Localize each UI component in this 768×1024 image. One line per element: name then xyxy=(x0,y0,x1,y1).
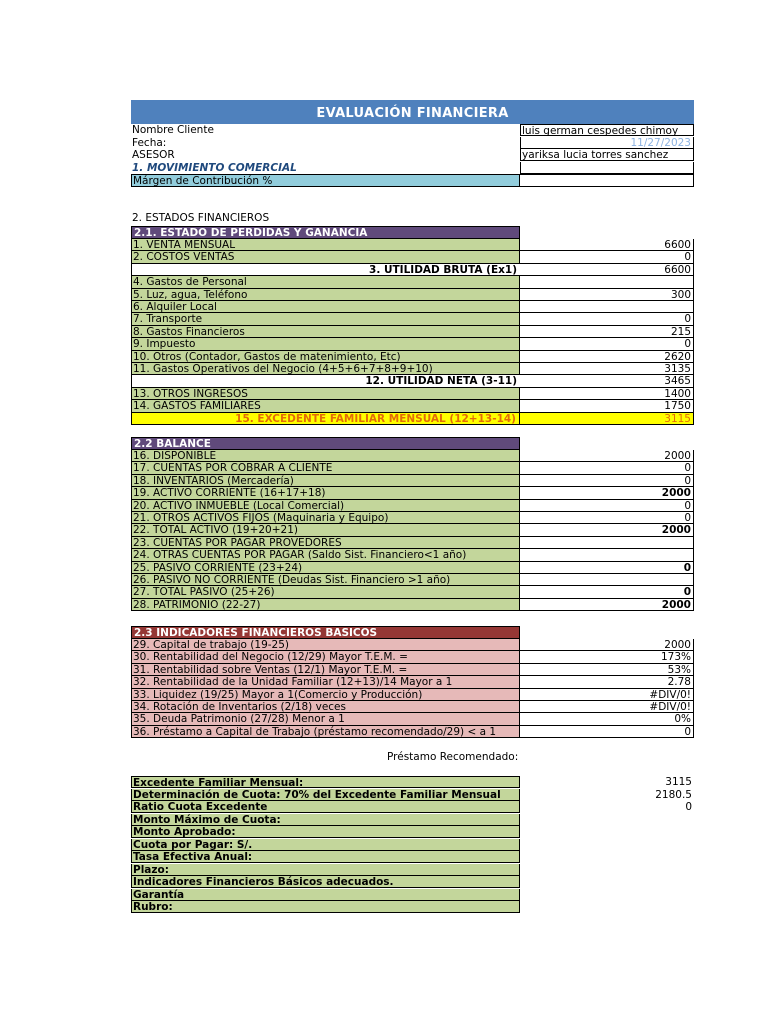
resumen-label: Indicadores Financieros Básicos adecuados. xyxy=(131,876,520,888)
perdidas-ganancias-value[interactable]: 0 xyxy=(520,338,694,350)
balance-label: 22. TOTAL ACTIVO (19+20+21) xyxy=(131,524,520,536)
balance-row xyxy=(131,524,694,536)
resumen-row xyxy=(131,889,694,901)
balance-row xyxy=(131,450,694,462)
resumen-value[interactable] xyxy=(520,864,694,876)
indicador-value[interactable]: 0 xyxy=(520,726,694,738)
perdidas-ganancias-row xyxy=(131,239,694,251)
perdidas-ganancias-row xyxy=(131,313,694,325)
indicador-row xyxy=(131,689,694,701)
advisor-row xyxy=(131,149,694,161)
balance-row xyxy=(131,462,694,474)
indicador-label: 31. Rentabilidad sobre Ventas (12/1) Mayor T.E.M. = xyxy=(131,664,520,676)
resumen-value[interactable]: 0 xyxy=(685,801,692,813)
balance-row xyxy=(131,487,694,499)
perdidas-ganancias-label: 14. GASTOS FAMILIARES xyxy=(131,400,520,412)
perdidas-ganancias-row xyxy=(131,388,694,400)
perdidas-ganancias-row xyxy=(131,301,694,313)
perdidas-ganancias-row xyxy=(131,264,694,276)
perdidas-ganancias-row xyxy=(131,413,694,425)
perdidas-ganancias-row xyxy=(131,276,694,288)
balance-header: 2.2 BALANCE xyxy=(131,437,520,450)
indicador-row xyxy=(131,651,694,663)
perdidas-ganancias-row xyxy=(131,289,694,301)
indicador-label: 36. Préstamo a Capital de Trabajo (préstamo recomendado/29) < a 1 xyxy=(131,726,520,738)
resumen-value[interactable] xyxy=(520,876,694,888)
balance-row xyxy=(131,500,694,512)
perdidas-ganancias-label: 2. COSTOS VENTAS xyxy=(131,251,520,263)
date-label: Fecha: xyxy=(132,136,167,149)
indicador-label: 30. Rentabilidad del Negocio (12/29) Mayor T.E.M. = xyxy=(131,651,520,663)
balance-label: 18. INVENTARIOS (Mercadería) xyxy=(131,475,520,487)
balance-row xyxy=(131,574,694,586)
client-name-value[interactable]: luis german cespedes chimoy xyxy=(520,124,694,136)
margen-contribucion-row xyxy=(131,174,694,187)
perdidas-ganancias-value[interactable]: 6600 xyxy=(520,264,694,276)
indicador-row xyxy=(131,639,694,651)
indicador-value[interactable]: #DIV/0! xyxy=(520,701,694,713)
perdidas-ganancias-value[interactable]: 3115 xyxy=(520,413,694,425)
balance-label: 26. PASIVO NO CORRIENTE (Deudas Sist. Financiero >1 año) xyxy=(131,574,520,586)
balance-value[interactable]: 2000 xyxy=(520,487,694,499)
date-value[interactable]: 11/27/2023 xyxy=(520,137,694,149)
balance-label: 27. TOTAL PASIVO (25+26) xyxy=(131,586,520,598)
sheet-title: EVALUACIÓN FINANCIERA xyxy=(131,100,694,124)
balance-label: 24. OTRAS CUENTAS POR PAGAR (Saldo Sist. Financiero<1 año) xyxy=(131,549,520,561)
resumen-value[interactable]: 3115 xyxy=(665,776,692,788)
perdidas-ganancias-header: 2.1. ESTADO DE PERDIDAS Y GANANCIA xyxy=(131,226,520,239)
resumen-value[interactable] xyxy=(520,901,694,913)
estados-financieros-label: 2. ESTADOS FINANCIEROS xyxy=(132,212,270,224)
balance-value[interactable] xyxy=(520,549,694,561)
resumen-row xyxy=(131,851,694,863)
resumen-label: Determinación de Cuota: 70% del Excedente Familiar Mensual xyxy=(131,789,520,801)
margen-contribucion-label: Márgen de Contribución % xyxy=(131,174,520,187)
resumen-label: Rubro: xyxy=(131,901,520,913)
resumen-value[interactable] xyxy=(520,839,694,851)
indicador-label: 35. Deuda Patrimonio (27/28) Menor a 1 xyxy=(131,713,520,725)
perdidas-ganancias-value[interactable]: 6600 xyxy=(520,239,694,251)
date-row xyxy=(131,137,694,149)
balance-label: 20. ACTIVO INMUEBLE (Local Comercial) xyxy=(131,500,520,512)
balance-value[interactable]: 2000 xyxy=(520,450,694,462)
indicador-label: 34. Rotación de Inventarios (2/18) veces xyxy=(131,701,520,713)
perdidas-ganancias-label: 13. OTROS INGRESOS xyxy=(131,388,520,400)
resumen-label: Monto Aprobado: xyxy=(131,826,520,838)
balance-row xyxy=(131,537,694,549)
balance-value[interactable]: 0 xyxy=(520,500,694,512)
resumen-value[interactable]: 2180.5 xyxy=(655,788,692,801)
balance-label: 28. PATRIMONIO (22-27) xyxy=(131,599,520,611)
indicador-row xyxy=(131,701,694,713)
indicador-label: 33. Liquidez (19/25) Mayor a 1(Comercio y Producción) xyxy=(131,689,520,701)
indicador-label: 32. Rentabilidad de la Unidad Familiar (12+13)/14 Mayor a 1 xyxy=(131,676,520,688)
perdidas-ganancias-label: 4. Gastos de Personal xyxy=(131,276,520,288)
perdidas-ganancias-label: 10. Otros (Contador, Gastos de matenimiento, Etc) xyxy=(131,351,520,363)
balance-row xyxy=(131,562,694,574)
resumen-label: Cuota por Pagar: S/. xyxy=(131,839,520,851)
perdidas-ganancias-value[interactable] xyxy=(520,301,694,313)
perdidas-ganancias-value[interactable]: 3465 xyxy=(520,375,694,387)
indicador-value[interactable]: 0% xyxy=(520,713,694,725)
resumen-row xyxy=(131,789,694,801)
resumen-row xyxy=(131,826,694,838)
perdidas-ganancias-label: 3. UTILIDAD BRUTA (Ex1) xyxy=(131,264,520,276)
resumen-label: Monto Máximo de Cuota: xyxy=(131,814,520,826)
balance-value[interactable]: 0 xyxy=(520,586,694,598)
perdidas-ganancias-value[interactable]: 3135 xyxy=(520,363,694,375)
perdidas-ganancias-value[interactable]: 0 xyxy=(520,251,694,263)
indicador-value[interactable]: 173% xyxy=(520,651,694,663)
indicadores-header: 2.3 INDICADORES FINANCIEROS BASICOS xyxy=(131,626,520,639)
resumen-value[interactable] xyxy=(520,814,694,826)
resumen-value[interactable] xyxy=(520,889,694,901)
resumen-row xyxy=(131,901,694,913)
resumen-row xyxy=(131,801,694,813)
movimiento-comercial-value[interactable] xyxy=(520,162,694,174)
indicador-value[interactable]: 2.78 xyxy=(520,676,694,688)
indicador-row xyxy=(131,726,694,738)
perdidas-ganancias-row xyxy=(131,400,694,412)
perdidas-ganancias-value[interactable]: 1750 xyxy=(520,400,694,412)
balance-value[interactable]: 0 xyxy=(520,462,694,474)
movimiento-comercial-row xyxy=(131,162,694,174)
advisor-value[interactable]: yariksa lucia torres sanchez xyxy=(520,149,694,161)
perdidas-ganancias-label: 12. UTILIDAD NETA (3-11) xyxy=(131,375,520,387)
perdidas-ganancias-row xyxy=(131,363,694,375)
client-name-label: Nombre Cliente xyxy=(132,124,214,136)
balance-label: 19. ACTIVO CORRIENTE (16+17+18) xyxy=(131,487,520,499)
perdidas-ganancias-value[interactable]: 2620 xyxy=(520,351,694,363)
balance-row xyxy=(131,549,694,561)
resumen-label: Tasa Efectiva Anual: xyxy=(131,851,520,863)
resumen-row xyxy=(131,839,694,851)
perdidas-ganancias-label: 1. VENTA MENSUAL xyxy=(131,239,520,251)
balance-row xyxy=(131,586,694,598)
perdidas-ganancias-row xyxy=(131,375,694,387)
resumen-label: Ratio Cuota Excedente xyxy=(131,801,520,813)
advisor-label: ASESOR xyxy=(132,149,175,161)
resumen-label: Excedente Familiar Mensual: xyxy=(131,776,520,788)
perdidas-ganancias-row xyxy=(131,251,694,263)
indicador-value[interactable]: 53% xyxy=(520,664,694,676)
perdidas-ganancias-row xyxy=(131,351,694,363)
resumen-value[interactable] xyxy=(520,826,694,838)
resumen-row xyxy=(131,776,694,788)
movimiento-comercial-label: 1. MOVIMIENTO COMERCIAL xyxy=(132,161,297,174)
balance-label: 21. OTROS ACTIVOS FIJOS (Maquinaria y Equipo) xyxy=(131,512,520,524)
balance-value[interactable] xyxy=(520,537,694,549)
balance-value[interactable]: 0 xyxy=(520,512,694,524)
balance-label: 16. DISPONIBLE xyxy=(131,450,520,462)
balance-label: 23. CUENTAS POR PAGAR PROVEDORES xyxy=(131,537,520,549)
resumen-row xyxy=(131,864,694,876)
perdidas-ganancias-label: 5. Luz, agua, Teléfono xyxy=(131,289,520,301)
margen-contribucion-value[interactable] xyxy=(520,174,694,187)
perdidas-ganancias-value[interactable] xyxy=(520,276,694,288)
perdidas-ganancias-label: 15. EXCEDENTE FAMILIAR MENSUAL (12+13-14) xyxy=(131,413,520,425)
resumen-label: Plazo: xyxy=(131,864,520,876)
perdidas-ganancias-row xyxy=(131,326,694,338)
balance-row xyxy=(131,512,694,524)
perdidas-ganancias-label: 8. Gastos Financieros xyxy=(131,326,520,338)
balance-value[interactable] xyxy=(520,574,694,586)
perdidas-ganancias-value[interactable]: 0 xyxy=(520,313,694,325)
client-name-row xyxy=(131,124,694,136)
indicador-value[interactable]: 2000 xyxy=(520,639,694,651)
balance-value[interactable]: 2000 xyxy=(520,524,694,536)
perdidas-ganancias-label: 9. Impuesto xyxy=(131,338,520,350)
resumen-row xyxy=(131,814,694,826)
balance-value[interactable]: 2000 xyxy=(520,599,694,611)
indicador-row xyxy=(131,713,694,725)
perdidas-ganancias-row xyxy=(131,338,694,350)
balance-row xyxy=(131,599,694,611)
perdidas-ganancias-label: 7. Transporte xyxy=(131,313,520,325)
prestamo-recomendado-label: Préstamo Recomendado: xyxy=(387,751,519,763)
resumen-row xyxy=(131,876,694,888)
indicador-value[interactable]: #DIV/0! xyxy=(520,689,694,701)
balance-label: 17. CUENTAS POR COBRAR A CLIENTE xyxy=(131,462,520,474)
indicador-row xyxy=(131,664,694,676)
balance-row xyxy=(131,475,694,487)
perdidas-ganancias-value[interactable]: 1400 xyxy=(520,388,694,400)
resumen-value[interactable] xyxy=(520,851,694,863)
indicador-label: 29. Capital de trabajo (19-25) xyxy=(131,639,520,651)
indicador-row xyxy=(131,676,694,688)
resumen-label: Garantía xyxy=(131,889,520,901)
balance-value[interactable]: 0 xyxy=(520,562,694,574)
perdidas-ganancias-label: 11. Gastos Operativos del Negocio (4+5+6+7+8+9+10) xyxy=(131,363,520,375)
perdidas-ganancias-label: 6. Alquiler Local xyxy=(131,301,520,313)
perdidas-ganancias-value[interactable]: 215 xyxy=(520,326,694,338)
balance-label: 25. PASIVO CORRIENTE (23+24) xyxy=(131,562,520,574)
perdidas-ganancias-value[interactable]: 300 xyxy=(520,289,694,301)
balance-value[interactable]: 0 xyxy=(520,475,694,487)
